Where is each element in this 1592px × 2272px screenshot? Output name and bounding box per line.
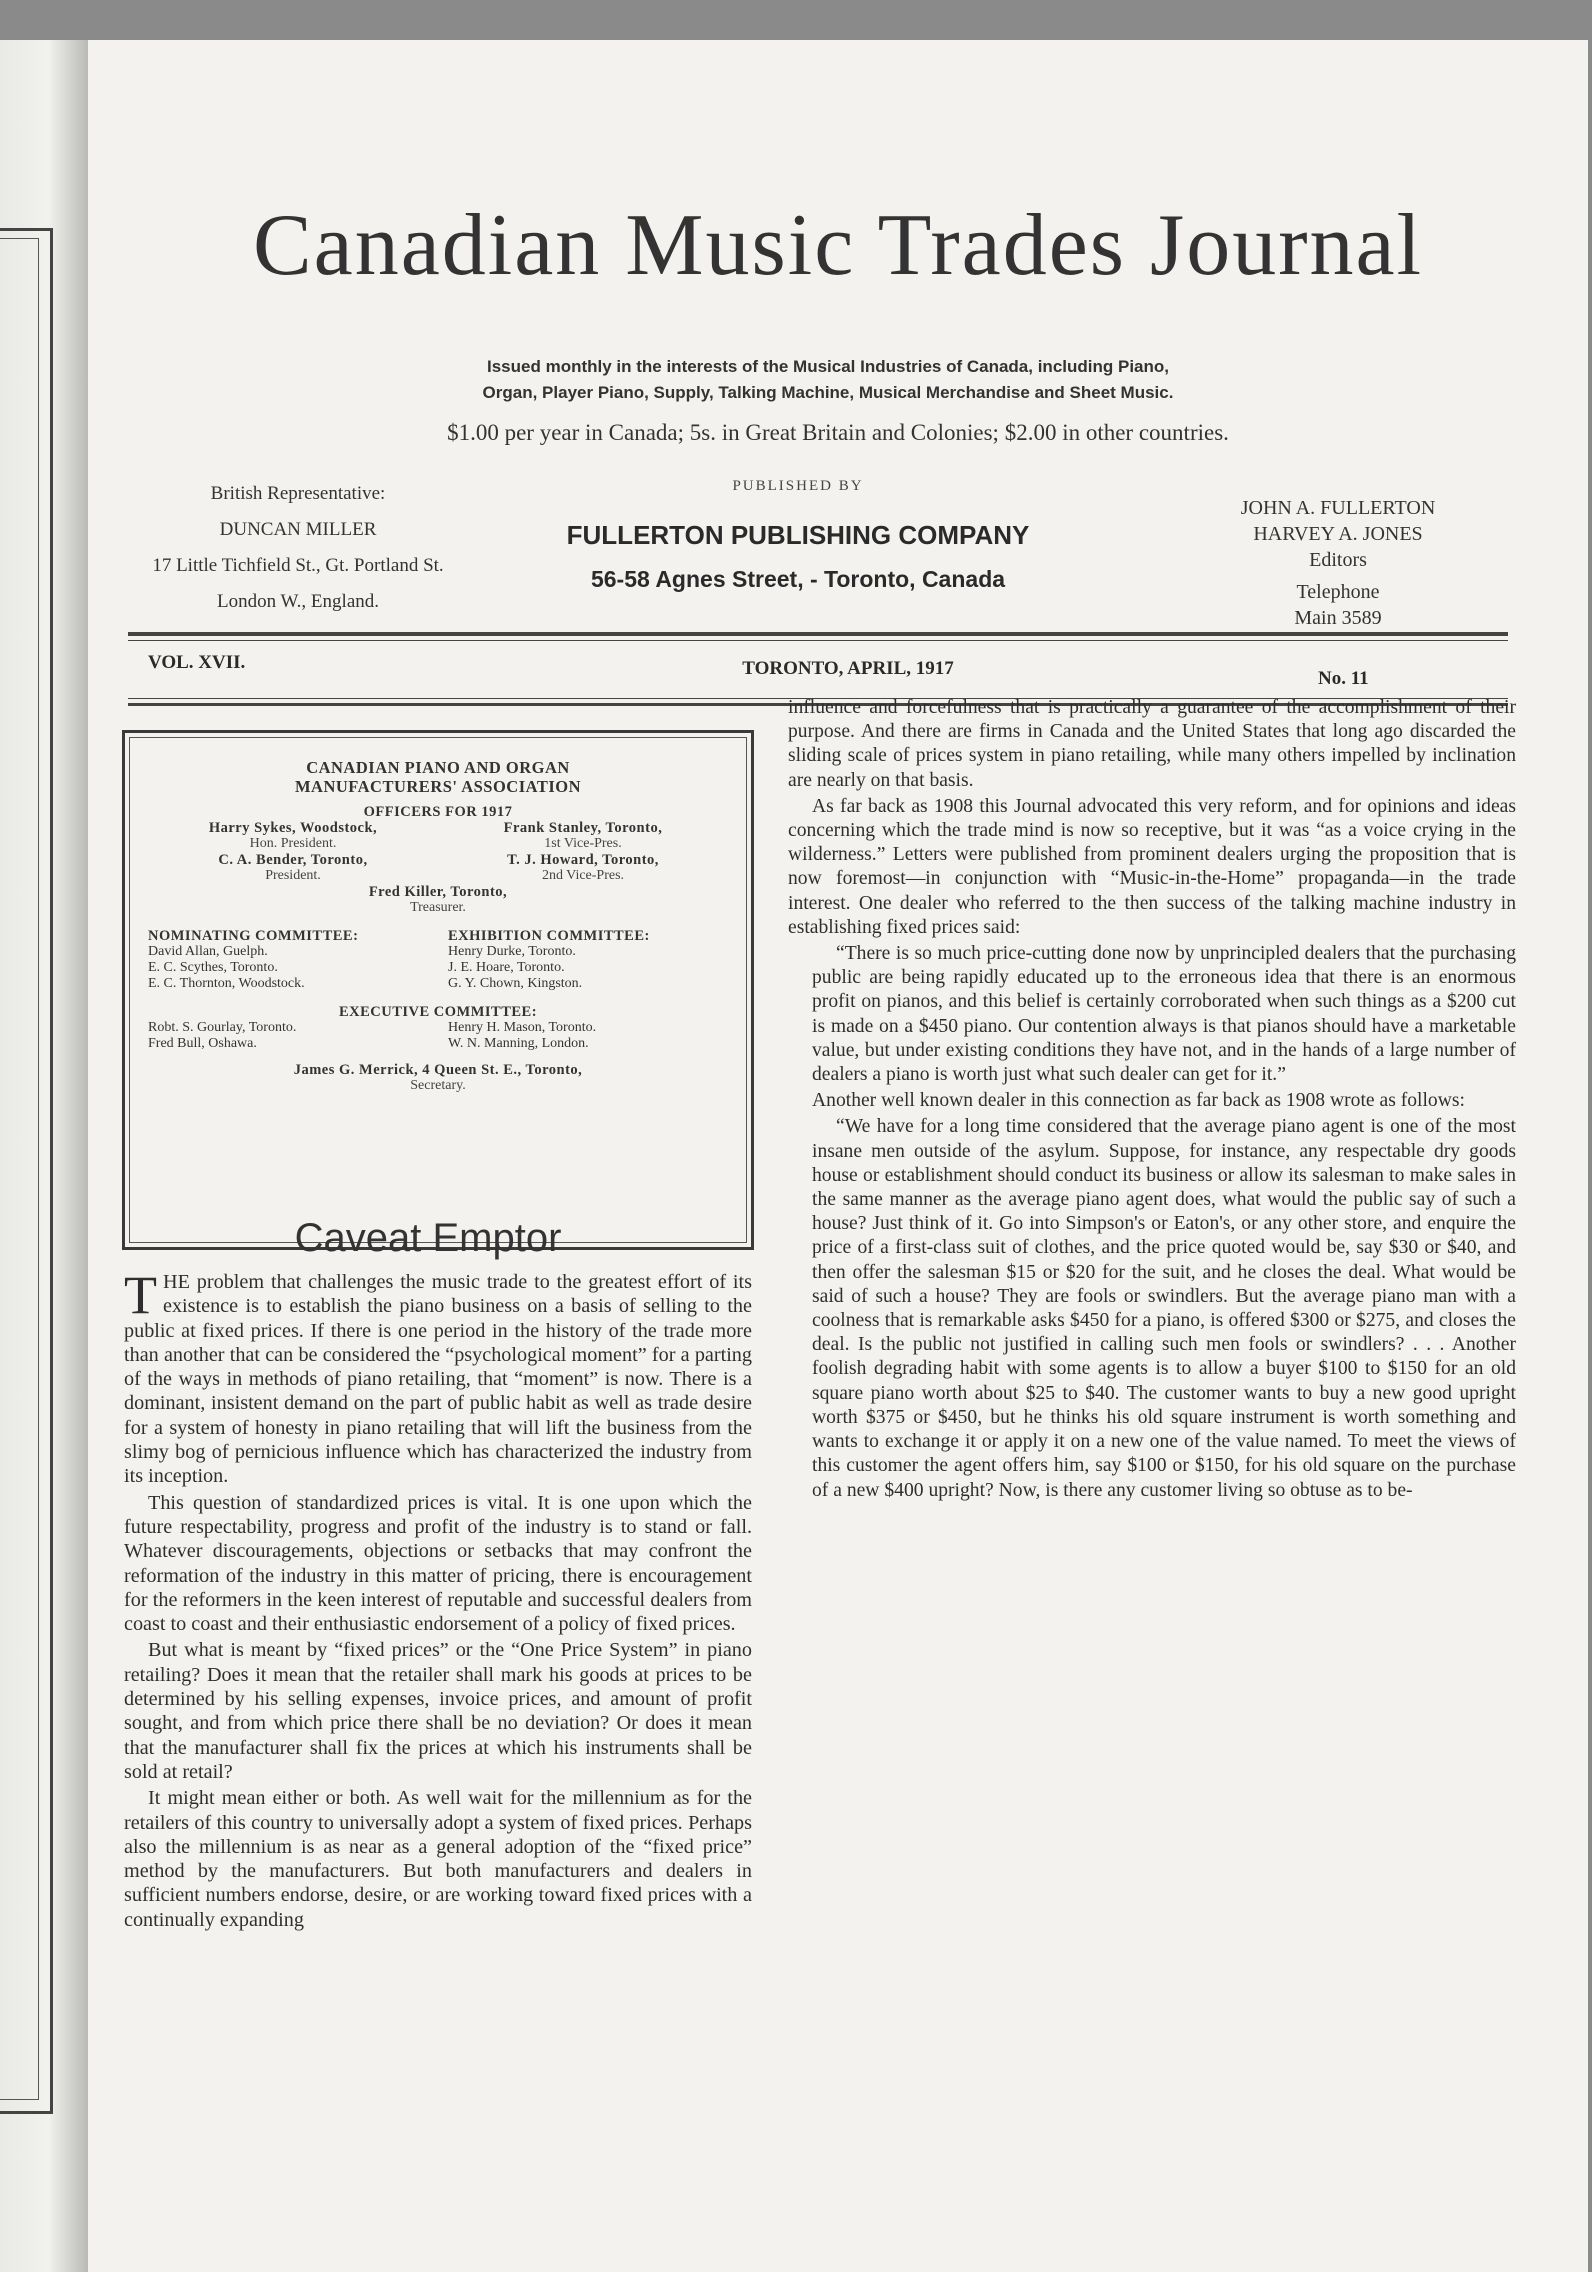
- telephone-number: Main 3589: [1294, 607, 1382, 629]
- issue-number: No. 11: [1318, 668, 1369, 689]
- british-rep-address-1: 17 Little Tichfield St., Gt. Portland St.: [152, 555, 444, 576]
- article-quote: “There is so much price-cutting done now by unprincipled dealers that the purchasing public are being rapidly educated up to the erroneous idea that there is an enormous profit on pianos, and this belief is certainly corroborated when such things as a $200 cut is made on a $450 piano. Our contention always is that pianos should have a marketable value, but under existing conditions they have not, and in the hands of a large number of dealers a piano is worth just what such dealer can get for it.”: [812, 943, 1516, 1086]
- officer-name: Harry Sykes, Woodstock,: [208, 820, 378, 836]
- header-rule-top-thin: [128, 640, 1508, 641]
- treasurer-role: Treasurer.: [410, 900, 466, 915]
- editor-name-1: JOHN A. FULLERTON: [1240, 497, 1436, 519]
- issued-line-1: Issued monthly in the interests of the Musical Industries of Canada, including Piano,: [487, 357, 1169, 376]
- committee-member: Henry H. Mason, Toronto.: [448, 1020, 597, 1035]
- committee-member: Fred Bull, Oshawa.: [148, 1036, 257, 1051]
- committee-member: David Allan, Guelph.: [148, 944, 268, 959]
- editor-name-2: HARVEY A. JONES: [1253, 523, 1423, 545]
- article-heading: Caveat Emptor: [294, 1216, 562, 1260]
- officer-name: Frank Stanley, Toronto,: [503, 820, 663, 836]
- association-title-2: MANUFACTURERS' ASSOCIATION: [294, 777, 582, 796]
- drop-cap: T: [124, 1265, 157, 1325]
- article-paragraph: As far back as 1908 this Journal advocated this very reform, and for opinions and ideas concerning which the trade mind is now so receptive, but it was “as a voice crying in the wilderness.” Letters were published from prominent dealers urging the proposition that is now foremost—in conjunction with “Music-in-the-Home” propaganda—in the trade interest. One dealer who referred to the then success of the talking machine industry in establishing fixed prices said:: [788, 795, 1516, 938]
- officer-role: President.: [265, 868, 321, 883]
- british-representative: [108, 476, 488, 620]
- volume-number: VOL. XVII.: [148, 652, 246, 673]
- subscription-price: $1.00 per year in Canada; 5s. in Great Britain and Colonies; $2.00 in other countries.: [447, 420, 1229, 445]
- committee-member: W. N. Manning, London.: [448, 1036, 589, 1051]
- committee-member: G. Y. Chown, Kingston.: [448, 976, 583, 991]
- article-paragraph: This question of standardized prices is vital. It is one upon which the future respectability, progress and profit of the industry is to stand or fall. Whatever discouragements, objections or setbacks that may confront the reformation of the industry in this matter of pricing, there is encouragement for the reformers in the keen interest of reputable and successful dealers from coast to coast and their enthusiastic endorsement of a policy of fixed prices.: [124, 1491, 752, 1636]
- officers-heading: OFFICERS FOR 1917: [363, 804, 513, 820]
- officer-name: T. J. Howard, Toronto,: [507, 852, 659, 868]
- officer-role: 1st Vice-Pres.: [544, 836, 622, 851]
- british-rep-name: DUNCAN MILLER: [219, 519, 377, 540]
- nominating-committee-heading: NOMINATING COMMITTEE:: [148, 928, 359, 944]
- article-column-right: [788, 696, 1516, 1505]
- adjacent-page-inner-border: [0, 238, 39, 2100]
- article-paragraph: influence and forcefulness that is practically a guarantee of the accomplishment of their purpose. And there are firms in Canada and the United States that long ago discarded the sliding scale of prices system in piano retailing, while many others impelled by inclination are nearly on that basis.: [788, 697, 1516, 791]
- committee-member: E. C. Thornton, Woodstock.: [148, 976, 305, 991]
- executive-committee-heading: EXECUTIVE COMMITTEE:: [338, 1004, 538, 1020]
- issue-date: TORONTO, APRIL, 1917: [742, 658, 954, 679]
- officer-name: C. A. Bender, Toronto,: [218, 852, 368, 868]
- masthead-title: Canadian Music Trades Journal: [252, 197, 1424, 294]
- published-by-label: PUBLISHED BY: [732, 478, 864, 494]
- secretary-name: James G. Merrick, 4 Queen St. E., Toronto,: [293, 1062, 583, 1078]
- british-rep-label: British Representative:: [210, 483, 386, 504]
- journal-page: [88, 40, 1588, 2272]
- article-paragraph: Another well known dealer in this connection as far back as 1908 wrote as follows:: [812, 1090, 1465, 1112]
- telephone-label: Telephone: [1296, 581, 1380, 603]
- committee-member: E. C. Scythes, Toronto.: [148, 960, 278, 975]
- committee-member: Robt. S. Gourlay, Toronto.: [148, 1020, 297, 1035]
- treasurer-name: Fred Killer, Toronto,: [368, 884, 508, 900]
- committee-member: Henry Durke, Toronto.: [448, 944, 576, 959]
- association-box: [122, 730, 754, 1250]
- article-paragraph: But what is meant by “fixed prices” or the “One Price System” in piano retailing? Does it mean that the retailer shall mark his goods at prices to be determined by his selling expenses, invoice prices, and amount of profit sought, and from which price there shall be no deviation? Or does it mean that the manufacturer shall fix the prices at which his instruments shall be sold at retail?: [124, 1639, 752, 1783]
- secretary-role: Secretary.: [410, 1078, 466, 1093]
- editors-label: Editors: [1309, 549, 1367, 571]
- editors-block: [1178, 492, 1498, 634]
- officer-role: Hon. President.: [249, 836, 337, 851]
- article-quote: “We have for a long time considered that the average piano agent is one of the most insane men outside of the asylum. Suppose, for instance, any respectable dry goods house or establishment should conduct its business or allow its salesman to make sales in the same manner as the average piano agent does, what would the public say of such a house? Just think of it. Go into Simpson's or Eaton's, or any other store, and enquire the price of a first-class suit of clothes, and the price quoted would be, say $30 or $40, and then offer the salesman $15 or $20 for the suit, and he closes the deal. What would be said of such a house? They are fools or swindlers. But the average piano man with a coolness that is remarkable asks $450 for a piano, is offered $300 or $275, and closes the deal. Is the public not justified in calling such men fools or swindlers? . . . Another foolish degrading habit with some agents is to allow a buyer $100 to $150 for an old square piano worth about $25 to $40. The customer wants to buy a new good upright worth $375 or $450, but he thinks his old square instrument is worth something and wants to exchange it or apply it on a new one of the value named. To meet the views of this customer the agent offers him, say $100 or $150, for his old square on the purchase of a new $400 upright? Now, is there any customer living so obtuse as to be-: [812, 1116, 1516, 1501]
- article-column-left: [124, 1265, 752, 1934]
- officer-role: 2nd Vice-Pres.: [541, 868, 625, 883]
- header-rule-top-thick: [128, 632, 1508, 636]
- article-paragraph: THE problem that challenges the music trade to the greatest effort of its existence is to establish the piano business on a basis of selling to the public at fixed prices. If there is one period in the history of the trade more than another that can be considered the “psychological moment” for a parting of the ways in methods of piano retailing, that “moment” is now. There is a dominant, insistent demand on the part of public habit as well as trade desire for a system of honesty in piano retailing that will lift the business from the slimy bog of pernicious influence which has characterized the industry from its inception.: [124, 1265, 752, 1488]
- exhibition-committee-heading: EXHIBITION COMMITTEE:: [448, 928, 650, 944]
- committee-member: J. E. Hoare, Toronto.: [448, 960, 565, 975]
- issued-statement: [328, 354, 1328, 406]
- issued-line-2: Organ, Player Piano, Supply, Talking Machine, Musical Merchandise and Sheet Music.: [482, 383, 1174, 402]
- association-title-1: CANADIAN PIANO AND ORGAN: [306, 758, 570, 777]
- publisher-address: 56-58 Agnes Street, - Toronto, Canada: [590, 566, 1006, 592]
- article-paragraph: It might mean either or both. As well wait for the millennium as for the retailers of this country to universally adopt a system of fixed prices. Perhaps also the millennium is as near as a general adoption of the “fixed price” method by the manufacturers. But both manufacturers and dealers in sufficient numbers endorse, desire, or are working toward fixed prices with a continually expanding: [124, 1787, 752, 1931]
- publisher-name: FULLERTON PUBLISHING COMPANY: [566, 520, 1030, 550]
- british-rep-address-2: London W., England.: [216, 591, 380, 612]
